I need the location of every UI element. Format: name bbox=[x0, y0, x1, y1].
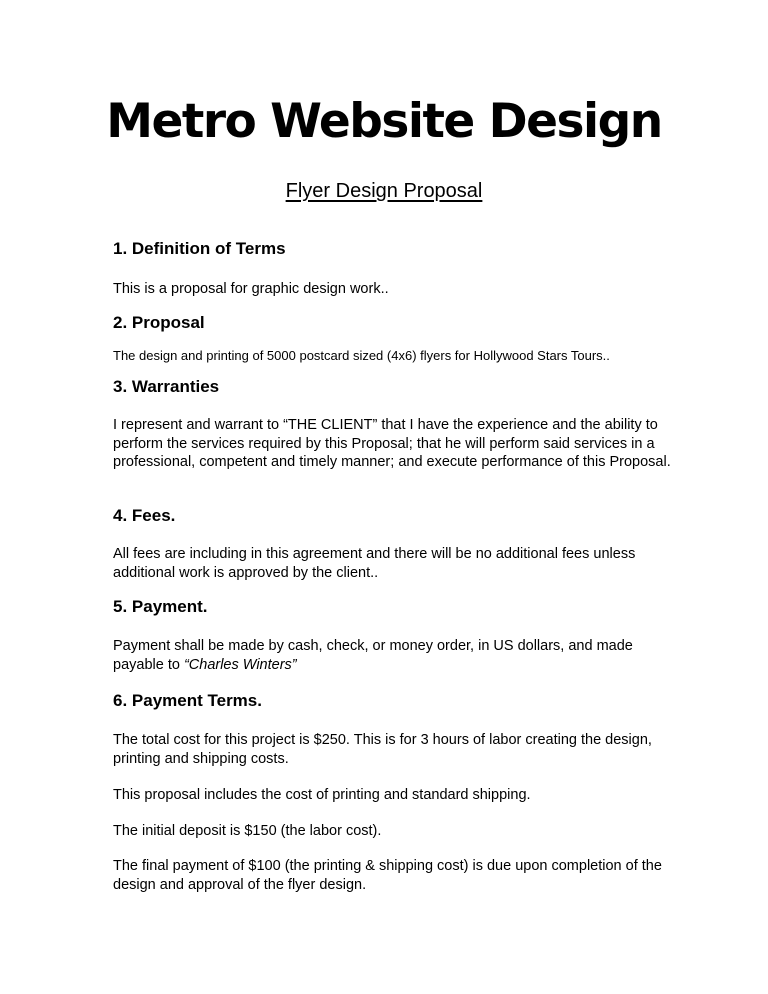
section-heading: 2. Proposal bbox=[113, 313, 205, 332]
section-paragraph bbox=[113, 637, 673, 674]
section-proposal bbox=[113, 312, 703, 364]
section-fees bbox=[113, 505, 703, 582]
section-payment bbox=[113, 596, 703, 674]
section-heading: 5. Payment. bbox=[113, 597, 208, 616]
section-heading: 1. Definition of Terms bbox=[113, 239, 286, 258]
section-paragraph: The initial deposit is $150 (the labor cost). bbox=[113, 822, 382, 839]
section-paragraph: The final payment of $100 (the printing & shipping cost) is due upon completion of the design and approval of the flyer design. bbox=[113, 858, 662, 893]
section-payment-terms bbox=[113, 690, 703, 894]
company-name: Metro Website Design bbox=[106, 94, 662, 149]
section-warranties bbox=[113, 376, 703, 472]
payee-name: “Charles Winters” bbox=[183, 656, 297, 673]
section-heading: 4. Fees. bbox=[113, 506, 176, 525]
document-title bbox=[0, 178, 768, 204]
section-heading: 3. Warranties bbox=[113, 377, 220, 396]
section-paragraph: The design and printing of 5000 postcard sized (4x6) flyers for Hollywood Stars Tours.. bbox=[113, 348, 610, 363]
section-paragraph: The total cost for this project is $250. This is for 3 hours of labor creating the design, printing and shipping costs. bbox=[113, 732, 652, 767]
section-heading: 6. Payment Terms. bbox=[113, 691, 262, 710]
section-paragraph: All fees are including in this agreement and there will be no additional fees unless additional work is approved by the client.. bbox=[113, 546, 636, 581]
section-definition-of-terms bbox=[113, 238, 703, 299]
section-paragraph: This proposal includes the cost of printing and standard shipping. bbox=[113, 787, 531, 803]
section-paragraph: This is a proposal for graphic design work.. bbox=[113, 281, 389, 297]
section-paragraph: I represent and warrant to “THE CLIENT” that I have the experience and the ability to perform the services required by this Proposal; that he will perform said services in a professional, competent and timely manner; and execute performance of this Proposal. bbox=[113, 417, 671, 470]
document-title-text: Flyer Design Proposal bbox=[285, 180, 483, 202]
payment-text: Payment shall be made by cash, check, or money order, in US dollars, and made payable to bbox=[113, 638, 633, 673]
